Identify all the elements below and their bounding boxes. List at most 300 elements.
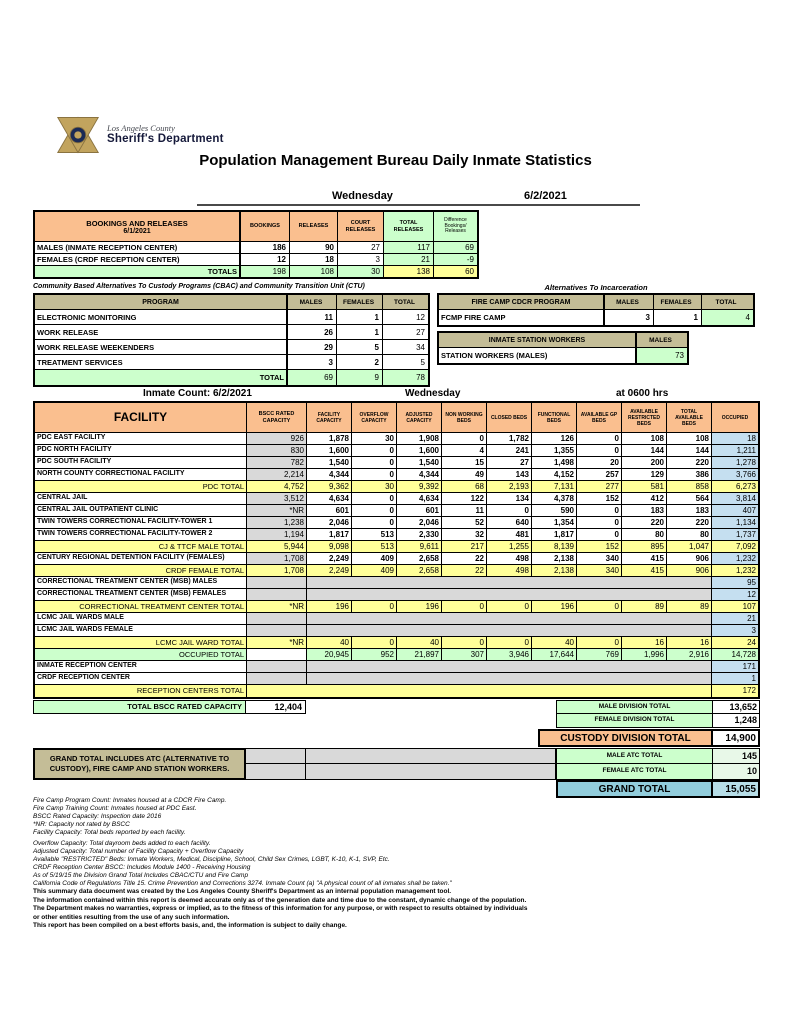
- facility-value: 200: [621, 457, 666, 468]
- facility-row: [35, 661, 758, 673]
- facility-value: 16: [666, 637, 711, 648]
- grand-gray-cells-small: [246, 748, 306, 780]
- facility-merged-empty: [306, 661, 711, 672]
- facility-col-header: FACILITY: [113, 410, 168, 425]
- facility-value: 108: [621, 433, 666, 444]
- facility-value: 4,344: [396, 469, 441, 480]
- facility-value: 196: [306, 601, 351, 612]
- facility-body: [35, 433, 758, 697]
- facility-value: 0: [351, 601, 396, 612]
- facility-value: 108: [666, 433, 711, 444]
- facility-value: 257: [576, 469, 621, 480]
- cbac-row-label: WORK RELEASE: [37, 327, 99, 337]
- cbac-total-value: 12: [382, 310, 428, 324]
- bookings-totals-value: 108: [289, 266, 337, 277]
- bookings-totals-row: [35, 266, 477, 277]
- bookings-header-row: [35, 212, 477, 242]
- facility-occupied-value: 6,273: [711, 481, 758, 492]
- facility-value: 0: [576, 637, 621, 648]
- fire-camp-females-value: 1: [653, 310, 701, 325]
- facility-value: 1,498: [531, 457, 576, 468]
- bookings-title-line1: BOOKINGS AND RELEASES: [86, 218, 188, 228]
- facility-value: 0: [486, 505, 531, 516]
- bookings-totals-value: 30: [337, 266, 383, 277]
- facility-row-label: TWIN TOWERS CORRECTIONAL FACILITY-TOWER 2: [37, 530, 213, 537]
- facility-bscc-value: 1,708: [246, 565, 306, 576]
- facility-row: [35, 577, 758, 589]
- facility-value: 7,131: [531, 481, 576, 492]
- footnote-line: California Code of Regulations Title 15. Crime Prevention and Corrections 3274. Inmate Count (a) "A physical count of all inmates shall be taken.": [33, 880, 452, 887]
- facility-row-label: OCCUPIED TOTAL: [178, 650, 244, 659]
- facility-value: 144: [666, 445, 711, 456]
- bookings-value: -9: [433, 254, 477, 265]
- facility-merged-empty: [306, 589, 711, 600]
- facility-value: 30: [351, 433, 396, 444]
- facility-value: 217: [441, 541, 486, 552]
- facility-bscc-value: 1,238: [246, 517, 306, 528]
- facility-occupied-value: 14,728: [711, 649, 758, 660]
- disclaimer-line: or other entities resulting from the use of any such information.: [33, 913, 230, 921]
- facility-value: 513: [351, 541, 396, 552]
- facility-value: 2,193: [486, 481, 531, 492]
- facility-row: [35, 637, 758, 649]
- spacer: [306, 700, 556, 714]
- facility-merged-empty: [306, 625, 711, 636]
- disclaimer-line: This report has been compiled on a best efforts basis, and, the information is subject to daily change.: [33, 922, 347, 929]
- facility-row: [35, 673, 758, 685]
- facility-row-label: TWIN TOWERS CORRECTIONAL FACILITY-TOWER 1: [37, 518, 213, 525]
- station-workers-males-header: MALES: [635, 333, 687, 347]
- male-division-total-label: MALE DIVISION TOTAL: [556, 700, 713, 714]
- facility-value: 1,817: [306, 529, 351, 540]
- spacer: [33, 729, 538, 747]
- functional-beds-col-header: FUNCTIONAL BEDS: [531, 403, 576, 432]
- facility-value: 601: [396, 505, 441, 516]
- facility-bscc-value: 4,752: [246, 481, 306, 492]
- facility-value: 2,916: [666, 649, 711, 660]
- facility-value: 1,540: [306, 457, 351, 468]
- cbac-males-value: 26: [286, 325, 336, 339]
- custody-division-total-row: [33, 729, 760, 747]
- facility-value: 415: [621, 553, 666, 564]
- facility-row: [35, 613, 758, 625]
- facility-occupied-value: 3: [711, 625, 758, 636]
- facility-bscc-value: 3,512: [246, 493, 306, 504]
- custody-division-total-value: 14,900: [713, 729, 760, 747]
- facility-row-label: LCMC JAIL WARD TOTAL: [155, 638, 244, 647]
- facility-value: 0: [576, 601, 621, 612]
- facility-value: 80: [666, 529, 711, 540]
- facility-occupied-value: 407: [711, 505, 758, 516]
- facility-merged-empty: [306, 673, 711, 684]
- footnote-line: Available "RESTRICTED" Beds: Inmate Workers, Medical, Discipline, School, Child Sex Crimes, LGBT, K-10, K-1, SVP, Etc.: [33, 856, 390, 863]
- grand-gray-cells-wide: [306, 748, 556, 780]
- facility-value: 20: [576, 457, 621, 468]
- facility-value: 17,644: [531, 649, 576, 660]
- facility-value: 183: [666, 505, 711, 516]
- facility-occupied-value: 172: [711, 685, 758, 697]
- program-col-header: PROGRAM: [142, 298, 179, 306]
- bookings-value: 3: [337, 254, 383, 265]
- facility-value: 16: [621, 637, 666, 648]
- grand-total-label: GRAND TOTAL: [556, 780, 713, 798]
- facility-value: 0: [486, 637, 531, 648]
- facility-row: [35, 505, 758, 517]
- station-workers-header-row: [439, 333, 687, 348]
- total-col-header: TOTAL: [382, 295, 428, 309]
- facility-bscc-value: *NR: [246, 601, 306, 612]
- facility-row-label: CENTRAL JAIL OUTPATIENT CLINIC: [37, 506, 159, 513]
- facility-row: [35, 601, 758, 613]
- disclaimer-line: The Department makes no warranties, express or implied, as to the fitness of this information for any purpose, or with respect to results obtained by individuals: [33, 905, 528, 912]
- logo-county-line: Los Angeles County: [107, 123, 175, 133]
- bookings-value: 69: [433, 242, 477, 253]
- facility-bscc-empty: [246, 673, 306, 684]
- facility-value: 220: [666, 457, 711, 468]
- facility-value: 143: [486, 469, 531, 480]
- facility-value: 183: [621, 505, 666, 516]
- facility-value: 52: [441, 517, 486, 528]
- fire-camp-females-header: FEMALES: [653, 295, 701, 309]
- facility-value: 386: [666, 469, 711, 480]
- facility-value: 30: [351, 481, 396, 492]
- available-restricted-beds-col-header: AVAILABLE RESTRICTED BEDS: [621, 403, 666, 432]
- facility-value: 1,996: [621, 649, 666, 660]
- facility-merged-empty: [306, 577, 711, 588]
- bookings-value: 90: [289, 242, 337, 253]
- females-col-header: FEMALES: [336, 295, 382, 309]
- facility-merged-empty: [246, 685, 711, 697]
- female-division-total-value: 1,248: [713, 714, 760, 728]
- fire-camp-header-row: [439, 295, 753, 310]
- facility-bscc-value: *NR: [246, 637, 306, 648]
- facility-weekday-label: Wednesday: [405, 388, 461, 399]
- facility-value: 40: [531, 637, 576, 648]
- female-atc-total-value: 10: [713, 764, 760, 780]
- facility-value: 0: [576, 517, 621, 528]
- court-releases-col-header: COURT RELEASES: [337, 212, 383, 241]
- facility-occupied-value: 95: [711, 577, 758, 588]
- facility-bscc-value: 5,944: [246, 541, 306, 552]
- facility-row: [35, 433, 758, 445]
- fire-camp-program-header: FIRE CAMP CDCR PROGRAM: [471, 298, 571, 306]
- bookings-row-label: MALES (INMATE RECEPTION CENTER): [37, 243, 178, 252]
- facility-row: [35, 493, 758, 505]
- grand-total-row: [556, 780, 760, 798]
- facility-value: 21,897: [396, 649, 441, 660]
- facility-value: 196: [531, 601, 576, 612]
- male-atc-total-row: [556, 748, 760, 764]
- facility-value: 89: [666, 601, 711, 612]
- bookings-row: [35, 242, 477, 254]
- facility-row-label: CORRECTIONAL TREATMENT CENTER (MSB) FEMALES: [37, 590, 227, 597]
- facility-row: [35, 625, 758, 637]
- facility-value: 952: [351, 649, 396, 660]
- facility-value: 2,249: [306, 553, 351, 564]
- cbac-males-value: 29: [286, 340, 336, 354]
- facility-value: 2,138: [531, 553, 576, 564]
- facility-row: [35, 685, 758, 697]
- female-division-total-row: [33, 714, 760, 728]
- facility-occupied-value: 1,232: [711, 565, 758, 576]
- facility-row: [35, 469, 758, 481]
- facility-bscc-empty: [246, 625, 306, 636]
- cbac-females-value: 1: [336, 310, 382, 324]
- facility-occupied-value: 1,278: [711, 457, 758, 468]
- facility-row-label: CENTRAL JAIL: [37, 494, 88, 501]
- facility-value: 1,878: [306, 433, 351, 444]
- facility-value: 906: [666, 553, 711, 564]
- facility-bscc-empty: [246, 589, 306, 600]
- facility-value: 0: [576, 433, 621, 444]
- fire-camp-males-header: MALES: [603, 295, 653, 309]
- facility-row-label: INMATE RECEPTION CENTER: [37, 662, 137, 669]
- bookings-totals-value: 138: [383, 266, 433, 277]
- cbac-total-value: 34: [382, 340, 428, 354]
- cbac-row: [35, 355, 428, 370]
- facility-value: 307: [441, 649, 486, 660]
- facility-value: 906: [666, 565, 711, 576]
- facility-value: 0: [576, 445, 621, 456]
- facility-value: 498: [486, 565, 531, 576]
- facility-row-label: CORRECTIONAL TREATMENT CENTER TOTAL: [79, 602, 244, 611]
- station-workers-header: INMATE STATION WORKERS: [488, 336, 586, 344]
- facility-value: 2,249: [306, 565, 351, 576]
- facility-value: 22: [441, 553, 486, 564]
- facility-value: 0: [351, 637, 396, 648]
- facility-row-label: CRDF RECEPTION CENTER: [37, 674, 130, 681]
- station-workers-row-label: STATION WORKERS (MALES): [441, 351, 548, 360]
- facility-occupied-value: 3,766: [711, 469, 758, 480]
- gray-cell: [246, 764, 306, 780]
- weekday-label: Wednesday: [332, 190, 393, 202]
- facility-value: 20,945: [306, 649, 351, 660]
- occupied-col-header: OCCUPIED: [711, 403, 758, 432]
- disclaimer-line: This summary data document was created by the Los Angeles County Sheriff's Department as an internal population management tool.: [33, 888, 452, 895]
- facility-row: [35, 481, 758, 493]
- facility-capacity-col-header: FACILITY CAPACITY: [306, 403, 351, 432]
- facility-value: 640: [486, 517, 531, 528]
- facility-value: 412: [621, 493, 666, 504]
- cbac-females-value: 1: [336, 325, 382, 339]
- bookings-value: 12: [239, 254, 289, 265]
- gray-cell: [306, 748, 556, 764]
- facility-meta-line: [33, 384, 760, 400]
- facility-row-label: LCMC JAIL WARDS MALE: [37, 614, 124, 621]
- male-division-total-value: 13,652: [713, 700, 760, 714]
- facility-value: 0: [351, 457, 396, 468]
- facility-occupied-value: 12: [711, 589, 758, 600]
- facility-value: 2,046: [306, 517, 351, 528]
- grand-total-value: 15,055: [713, 780, 760, 798]
- facility-table: [33, 401, 760, 699]
- facility-value: 40: [306, 637, 351, 648]
- facility-row-label: CENTURY REGIONAL DETENTION FACILITY (FEMALES): [37, 554, 225, 561]
- grand-total-note: [33, 748, 246, 780]
- female-atc-total-label: FEMALE ATC TOTAL: [556, 764, 713, 780]
- cbac-totals-label: TOTAL: [259, 373, 284, 382]
- footnotes: [33, 797, 733, 888]
- facility-value: 0: [351, 469, 396, 480]
- facility-value: 513: [351, 529, 396, 540]
- facility-value: 1,047: [666, 541, 711, 552]
- total-available-beds-col-header: TOTAL AVAILABLE BEDS: [666, 403, 711, 432]
- facility-row-label: CRDF FEMALE TOTAL: [165, 566, 244, 575]
- footnote-line: As of 5/19/15 the Division Grand Total Includes CBAC/CTU and Fire Camp: [33, 872, 249, 879]
- facility-occupied-value: 1,737: [711, 529, 758, 540]
- facility-value: 89: [621, 601, 666, 612]
- facility-value: 9,611: [396, 541, 441, 552]
- facility-occupied-value: 7,092: [711, 541, 758, 552]
- cbac-males-value: 11: [286, 310, 336, 324]
- facility-row: [35, 445, 758, 457]
- cbac-totals-total: 78: [382, 370, 428, 385]
- facility-value: 1,355: [531, 445, 576, 456]
- facility-occupied-value: 18: [711, 433, 758, 444]
- facility-value: 564: [666, 493, 711, 504]
- facility-occupied-value: 171: [711, 661, 758, 672]
- facility-value: 196: [396, 601, 441, 612]
- facility-row-label: PDC EAST FACILITY: [37, 434, 106, 441]
- grand-total-note-line2: CUSTODY), FIRE CAMP AND STATION WORKERS.: [49, 764, 230, 773]
- fire-camp-males-value: 3: [603, 310, 653, 325]
- bookings-body: [35, 242, 477, 277]
- disclaimer: [33, 888, 773, 931]
- facility-value: 0: [576, 529, 621, 540]
- grand-total-note-line1: GRAND TOTAL INCLUDES ATC (ALTERNATIVE TO: [49, 754, 230, 764]
- facility-value: 4,634: [396, 493, 441, 504]
- cbac-row: [35, 310, 428, 325]
- facility-occupied-value: 1,134: [711, 517, 758, 528]
- facility-row-label: PDC TOTAL: [202, 482, 244, 491]
- facility-value: 0: [441, 433, 486, 444]
- bookings-row-label: FEMALES (CRDF RECEPTION CENTER): [37, 255, 180, 264]
- facility-row-label: NORTH COUNTY CORRECTIONAL FACILITY: [37, 470, 185, 477]
- facility-value: 9,392: [396, 481, 441, 492]
- facility-occupied-value: 24: [711, 637, 758, 648]
- facility-bscc-value: 1,194: [246, 529, 306, 540]
- facility-value: 1,255: [486, 541, 531, 552]
- cbac-table: [33, 293, 430, 387]
- facility-bscc-value: 2,214: [246, 469, 306, 480]
- fire-camp-data-row: [439, 310, 753, 325]
- facility-bscc-value: [246, 649, 306, 660]
- facility-value: 241: [486, 445, 531, 456]
- facility-value: 134: [486, 493, 531, 504]
- facility-value: 1,354: [531, 517, 576, 528]
- facility-value: 4,344: [306, 469, 351, 480]
- facility-value: 498: [486, 553, 531, 564]
- facility-value: 1,540: [396, 457, 441, 468]
- bookings-value: 21: [383, 254, 433, 265]
- facility-value: 126: [531, 433, 576, 444]
- facility-occupied-value: 21: [711, 613, 758, 624]
- facility-value: 601: [306, 505, 351, 516]
- bookings-totals-value: 198: [239, 266, 289, 277]
- cbac-totals-males: 69: [286, 370, 336, 385]
- cbac-total-value: 27: [382, 325, 428, 339]
- cbac-totals-row: [35, 370, 428, 385]
- facility-value: 4,634: [306, 493, 351, 504]
- facility-row-label: LCMC JAIL WARDS FEMALE: [37, 626, 133, 633]
- cbac-row-label: WORK RELEASE WEEKENDERS: [37, 342, 155, 352]
- facility-value: 68: [441, 481, 486, 492]
- facility-value: 4: [441, 445, 486, 456]
- facility-row: [35, 565, 758, 577]
- facility-bscc-empty: [246, 577, 306, 588]
- bookings-value: 18: [289, 254, 337, 265]
- custody-division-total-label: CUSTODY DIVISION TOTAL: [538, 729, 713, 747]
- facility-occupied-value: 1,232: [711, 553, 758, 564]
- releases-col-header: RELEASES: [289, 212, 337, 241]
- cbac-total-value: 5: [382, 355, 428, 369]
- facility-value: 0: [576, 505, 621, 516]
- facility-value: 1,600: [396, 445, 441, 456]
- bscc-capacity-col-header: BSCC RATED CAPACITY: [246, 403, 306, 432]
- male-atc-total-value: 145: [713, 748, 760, 764]
- facility-bscc-empty: [246, 661, 306, 672]
- footnote-line: Fire Camp Training Count: Inmates housed at PDC East.: [33, 805, 197, 812]
- facility-value: 581: [621, 481, 666, 492]
- page-title: Population Management Bureau Daily Inmate Statistics: [199, 152, 592, 169]
- facility-value: 27: [486, 457, 531, 468]
- facility-value: 481: [486, 529, 531, 540]
- disclaimer-line: The information contained within this report is deemed accurate only as of the generation date and time due to the constant, dynamic change of the population.: [33, 896, 527, 904]
- available-gp-beds-col-header: AVAILABLE GP BEDS: [576, 403, 621, 432]
- facility-value: 80: [621, 529, 666, 540]
- facility-value: 9,362: [306, 481, 351, 492]
- facility-row: [35, 649, 758, 661]
- facility-value: 220: [666, 517, 711, 528]
- facility-value: 2,330: [396, 529, 441, 540]
- station-workers-table: [437, 331, 689, 365]
- fire-camp-total-header: TOTAL: [701, 295, 753, 309]
- female-division-total-label: FEMALE DIVISION TOTAL: [556, 714, 713, 728]
- facility-value: 2,658: [396, 553, 441, 564]
- cbac-row-label: TREATMENT SERVICES: [37, 357, 123, 367]
- fire-camp-table: [437, 293, 755, 327]
- facility-value: 1,600: [306, 445, 351, 456]
- facility-row: [35, 541, 758, 553]
- facility-row-label: PDC NORTH FACILITY: [37, 446, 112, 453]
- total-bscc-capacity-value: 12,404: [246, 700, 306, 714]
- cbac-females-value: 5: [336, 340, 382, 354]
- cbac-row-label: ELECTRONIC MONITORING: [37, 312, 137, 322]
- fire-camp-total-value: 4: [701, 310, 753, 325]
- bookings-totals-label: TOTALS: [207, 267, 237, 276]
- cbac-row: [35, 325, 428, 340]
- facility-value: 152: [576, 541, 621, 552]
- facility-row: [35, 553, 758, 565]
- facility-value: 2,138: [531, 565, 576, 576]
- facility-bscc-empty: [246, 613, 306, 624]
- facility-value: 2,046: [396, 517, 441, 528]
- facility-value: 769: [576, 649, 621, 660]
- facility-value: 3,946: [486, 649, 531, 660]
- facility-row: [35, 457, 758, 469]
- facility-occupied-value: 3,814: [711, 493, 758, 504]
- facility-value: 340: [576, 565, 621, 576]
- facility-value: 144: [621, 445, 666, 456]
- gray-cell: [246, 748, 306, 764]
- bscc-total-row: [33, 700, 760, 714]
- facility-bscc-value: 1,708: [246, 553, 306, 564]
- facility-value: 0: [351, 505, 396, 516]
- facility-value: 2,658: [396, 565, 441, 576]
- facility-value: 11: [441, 505, 486, 516]
- facility-row-label: CJ & TTCF MALE TOTAL: [158, 542, 244, 551]
- males-col-header: MALES: [286, 295, 336, 309]
